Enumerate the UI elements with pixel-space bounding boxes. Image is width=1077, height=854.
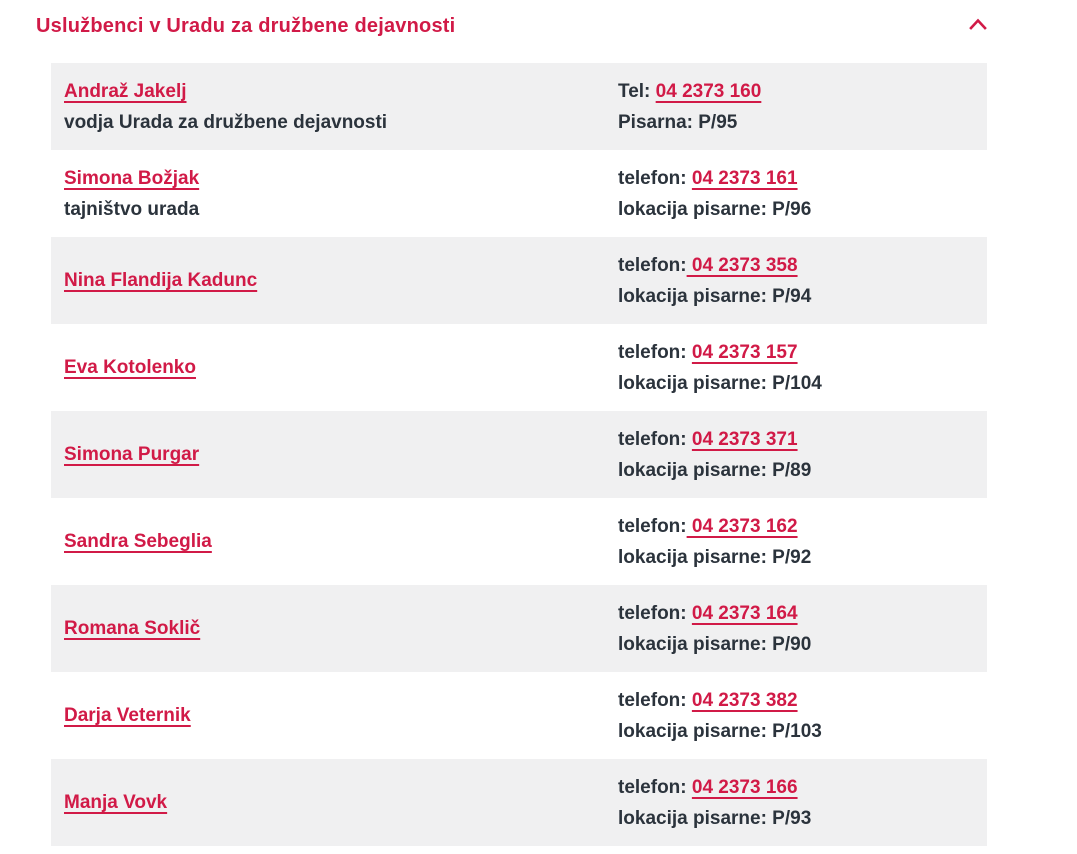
person-name-link[interactable]: Darja Veternik [64,705,191,726]
phone-label: telefon: [618,689,692,711]
office-location-text: lokacija pisarne: P/89 [618,459,812,481]
phone-label: telefon: [618,341,692,363]
office-location-text: lokacija pisarne: P/93 [618,807,812,829]
phone-label: telefon: [618,515,687,537]
person-name-link[interactable]: Sandra Sebeglia [64,531,212,552]
phone-line [618,337,974,368]
person-cell [51,237,605,324]
phone-line [618,424,974,455]
person-name-link[interactable]: Simona Božjak [64,167,200,189]
phone-label: telefon: [618,602,692,624]
person-cell [51,324,605,411]
phone-line [618,772,974,803]
phone-link[interactable]: 04 2373 371 [691,428,798,450]
phone-line [618,685,974,716]
person-cell [51,498,605,585]
contact-cell [605,411,987,498]
person-cell [51,672,605,759]
contact-cell [605,150,987,237]
phone-line [618,163,974,194]
person-role-text: vodja Urada za družbene dejavnosti [64,111,388,133]
table-row [51,498,987,585]
contact-cell [605,324,987,411]
phone-link[interactable]: 04 2373 161 [691,167,798,189]
accordion-title: Uslužbenci v Uradu za družbene dejavnosti [36,15,456,37]
office-location-text: lokacija pisarne: P/103 [618,720,822,742]
phone-link[interactable]: 04 2373 166 [691,776,798,798]
office-location-text: lokacija pisarne: P/90 [618,633,812,655]
phone-line [618,250,974,281]
office-location-text: lokacija pisarne: P/92 [618,546,812,568]
table-row [51,759,987,846]
staff-table [51,63,987,846]
phone-link[interactable]: 04 2373 164 [691,602,798,624]
table-row [51,324,987,411]
chevron-up-icon [969,19,987,34]
table-row [51,63,987,150]
phone-link[interactable]: 04 2373 358 [686,254,798,276]
person-name-link[interactable]: Manja Vovk [64,792,168,813]
person-cell [51,411,605,498]
collapse-button[interactable] [967,15,989,36]
office-location-text: lokacija pisarne: P/96 [618,198,812,220]
phone-link[interactable]: 04 2373 157 [691,341,798,363]
phone-line [618,511,974,542]
contact-cell [605,498,987,585]
person-name-link[interactable]: Andraž Jakelj [64,80,187,102]
office-location-text: Pisarna: P/95 [618,111,738,133]
phone-line [618,76,974,107]
person-name-link[interactable]: Eva Kotolenko [64,357,196,378]
contact-cell [605,63,987,150]
phone-link[interactable]: 04 2373 382 [691,689,798,711]
office-location-text: lokacija pisarne: P/104 [618,372,822,394]
person-name-link[interactable]: Simona Purgar [64,444,200,465]
phone-label: telefon: [618,167,692,189]
table-row [51,585,987,672]
table-row [51,237,987,324]
table-row [51,150,987,237]
phone-label: telefon: [618,428,692,450]
contact-cell [605,759,987,846]
phone-link[interactable]: 04 2373 162 [686,515,798,537]
person-name-link[interactable]: Nina Flandija Kadunc [64,270,258,291]
table-row [51,672,987,759]
person-cell [51,585,605,672]
contact-cell [605,237,987,324]
phone-link[interactable]: 04 2373 160 [655,80,762,102]
phone-label: telefon: [618,254,687,276]
phone-label: telefon: [618,776,692,798]
phone-label: Tel: [618,80,656,102]
phone-line [618,598,974,629]
contact-cell [605,672,987,759]
office-location-text: lokacija pisarne: P/94 [618,285,812,307]
accordion-header[interactable] [36,14,987,38]
contact-cell [605,585,987,672]
person-role-text: tajništvo urada [64,198,200,220]
person-name-link[interactable]: Romana Soklič [64,618,201,639]
person-cell [51,150,605,237]
table-row [51,411,987,498]
person-cell [51,759,605,846]
person-cell [51,63,605,150]
